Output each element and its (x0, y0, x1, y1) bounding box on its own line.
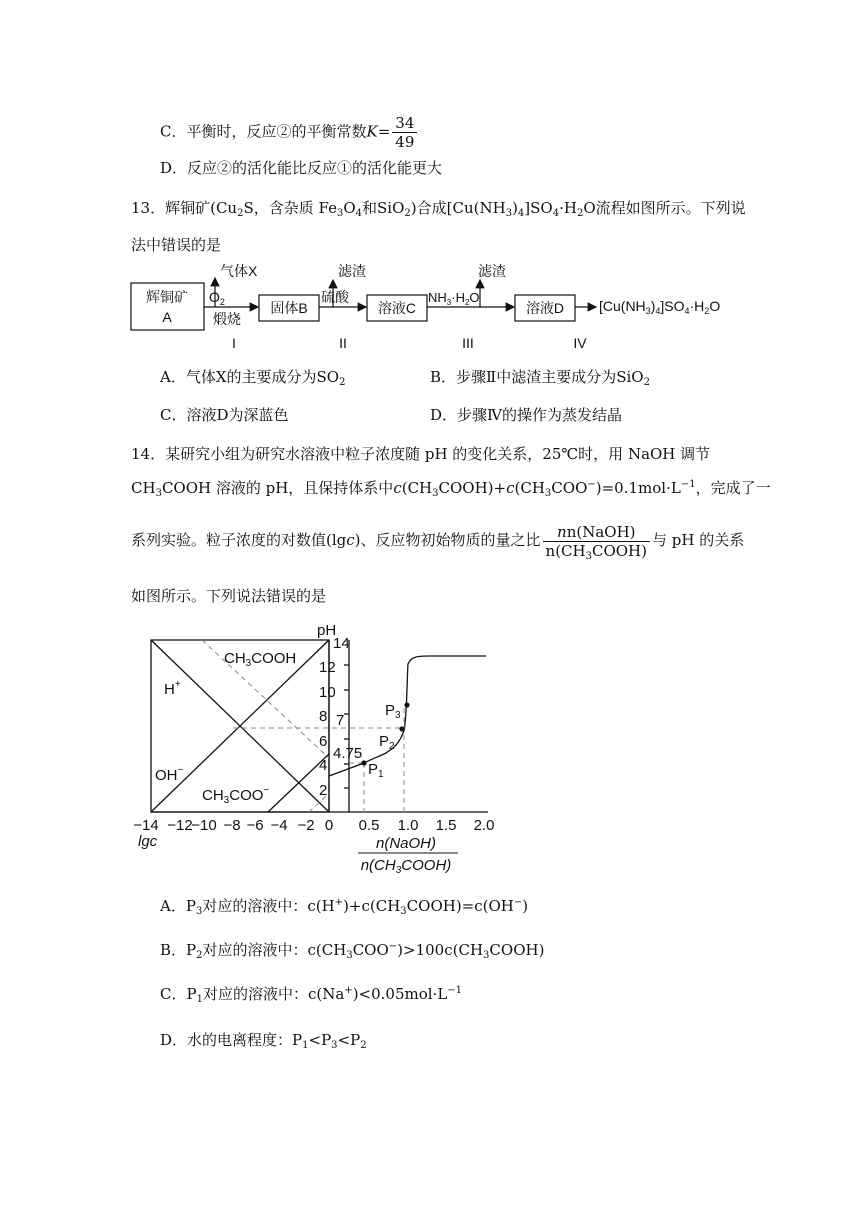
box-solution-c-label: 溶液C (377, 300, 417, 316)
lgc-tick-m2: −2 (297, 817, 315, 834)
q14-stem-line4: 如图所示。下列说法错误的是 (131, 587, 327, 605)
ph-tick-14: 14 (333, 635, 350, 652)
q14-stem-line1: 14．某研究小组为研究水溶液中粒子浓度随 pH 的变化关系，25℃时，用 NaOH 调节 (131, 445, 711, 463)
q14-stem-line3: 系列实验。粒子浓度的对数值(lgc)、反应物初始物质的量之比 $\frac{\text{nn(NaOH)}}{n(CH_3COOH)}$ 与 pH 的关系 (131, 522, 745, 562)
ratio-tick-05: 0.5 (358, 817, 380, 834)
label-p1: $P_1$ (368, 761, 384, 780)
q13-option-c: C．溶液D为深蓝色 (160, 406, 289, 424)
q12-option-c: C．平衡时，反应②的平衡常数K= $\frac{34}{49}$ (160, 114, 419, 151)
ammonia-water-label: $NH_3\cdot H_2O$ (428, 290, 480, 307)
ratio-tick-15: 1.5 (435, 817, 457, 834)
box-solid-b-label: 固体B (270, 300, 308, 316)
q14-stem-line2: $CH_3COOH$ 溶液的 pH，且保持体系中$c(CH_3COOH)+c(CH_3COO^-)=0.1mol\cdot L^{-1}$，完成了一 (131, 479, 771, 499)
step-4-label: IV (573, 335, 587, 351)
ph-tick-8: 8 (319, 708, 328, 725)
ph-tick-10: 10 (319, 684, 336, 701)
q13-option-a: A．气体X的主要成分为$SO_2$ (160, 368, 346, 388)
lgc-tick-m4: −4 (270, 817, 288, 834)
point-p2 (399, 726, 404, 731)
box-solution-d-label: 溶液D (525, 300, 565, 316)
q14-option-d: D．水的电离程度：$P_1<P_3<P_2$ (160, 1031, 367, 1051)
lgc-tick-m8: −8 (223, 817, 241, 834)
ratio-tick-20: 2.0 (473, 817, 495, 834)
lgc-tick-m10: −10 (191, 817, 217, 834)
curve-label-h-plus: H+ (164, 679, 181, 698)
q14-option-c: C．$P_1$对应的溶液中：$c(Na^+)<0.05mol\cdot L^{-1}$ (160, 985, 463, 1005)
ph-tick-6: 6 (319, 733, 328, 750)
ph-tick-4: 4 (319, 757, 328, 774)
q13-option-d: D．步骤Ⅳ的操作为蒸发结晶 (430, 406, 623, 424)
mark-ph-7: 7 (336, 712, 345, 729)
lgc-tick-m6: −6 (246, 817, 264, 834)
box-ore-a-label1: 辉铜矿 (146, 289, 188, 305)
q13-option-b: B．步骤Ⅱ中滤渣主要成分为SiO$_2$ (430, 368, 650, 388)
curve-label-acetate: $CH_3COO^-$ (202, 785, 270, 806)
calcine-label: 煅烧 (213, 311, 241, 327)
q13-stem-line2: 法中错误的是 (131, 236, 222, 254)
ratio-axis-denominator: $n(CH_3COOH)$ (360, 857, 452, 876)
lgc-axis-label: lgc (138, 833, 158, 850)
step-1-label: I (232, 335, 236, 351)
ratio-axis-numerator: n(NaOH) (375, 835, 437, 852)
sulfuric-acid-label: 硫酸 (321, 289, 349, 305)
mark-ph-4-75: 4.75 (333, 745, 363, 762)
q12-option-d: D．反应②的活化能比反应①的活化能更大 (160, 159, 443, 177)
lgc-tick-m12: −12 (167, 817, 193, 834)
q13-stem-line1: 13．辉铜矿($Cu_2S$，含杂质 $Fe_3O_4$和SiO$_2$)合成$[Cu(NH_3)_4]SO_4\cdot H_2O$流程如图所示。下列说 (131, 199, 746, 219)
product-label: $[Cu(NH_3)_4]SO_4\cdot H_2O$ (599, 298, 721, 316)
o2-label: $O_2$ (209, 289, 225, 307)
ph-tick-12: 12 (319, 659, 336, 676)
label-p2: $P_2$ (379, 733, 395, 752)
curve-label-acetic-acid: $CH_3COOH$ (224, 650, 297, 669)
curve-label-oh-minus: OH− (155, 765, 184, 784)
step-2-label: II (339, 335, 347, 351)
step-3-label: III (462, 335, 474, 351)
q14-option-b: B．$P_2$对应的溶液中：$c(CH_3COO^-)>100c(CH_3COOH)$ (160, 941, 545, 961)
gas-x-label: 气体X (220, 263, 258, 279)
residue-label-2: 滤渣 (478, 263, 506, 279)
lgc-tick-m14: −14 (133, 817, 159, 834)
ratio-tick-10: 1.0 (397, 817, 419, 834)
point-p3 (404, 702, 409, 707)
q14-option-a: A．$P_3$对应的溶液中：$c(H^+)+c(CH_3COOH)=c(OH^-)$ (160, 897, 529, 917)
q13-flow-diagram (125, 258, 745, 353)
ph-tick-2: 2 (319, 782, 328, 799)
residue-label-1: 滤渣 (338, 263, 366, 279)
q14-graph (128, 618, 548, 880)
lgc-tick-0: 0 (324, 817, 334, 834)
box-ore-a-label2: A (162, 309, 172, 325)
ph-axis-label: pH (317, 622, 337, 639)
label-p3: $P_3$ (385, 702, 401, 721)
